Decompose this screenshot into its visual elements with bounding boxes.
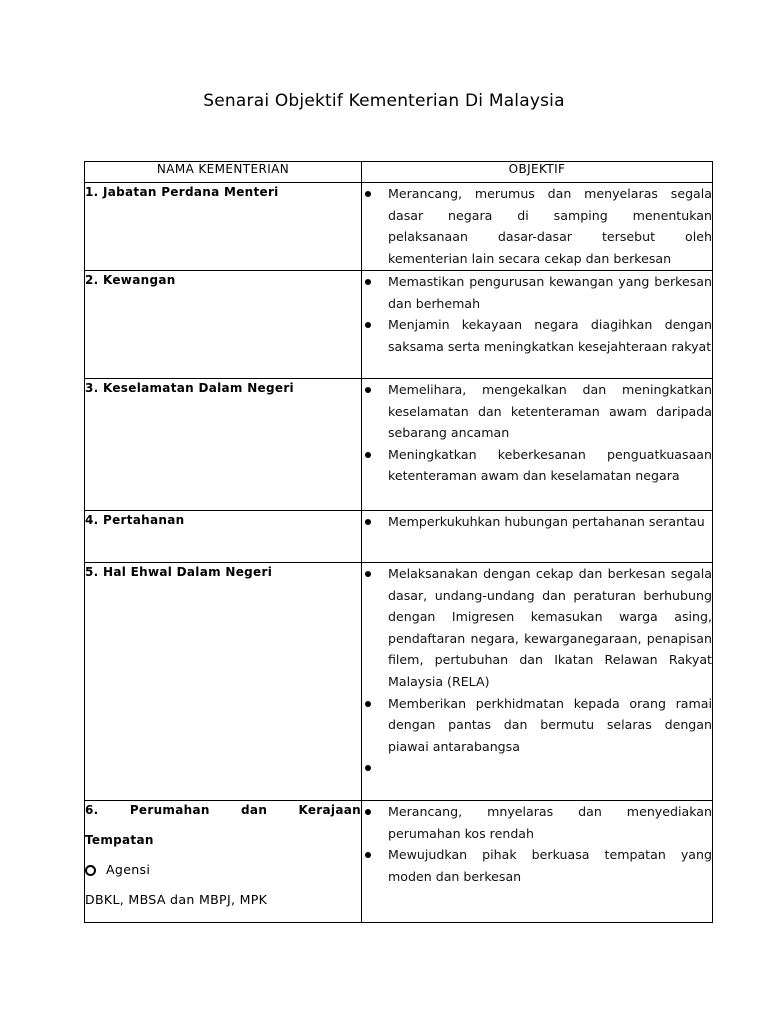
ministry-name-word: Kerajaan	[298, 803, 361, 817]
ministry-name: 5. Hal Ehwal Dalam Negeri	[85, 563, 362, 801]
objective-cell	[362, 379, 713, 511]
ministry-name	[85, 801, 362, 923]
ministry-name-line	[85, 801, 361, 819]
agency-heading	[85, 861, 361, 879]
objective-item: Memelihara, mengekalkan dan meningkatkan keselamatan dan ketenteraman awam daripada sebarang ancaman	[362, 379, 712, 444]
agency-heading-label: Agensi	[106, 862, 151, 877]
objective-item: Meningkatkan keberkesanan penguatkuasaan ketenteraman awam dan keselamatan negara	[362, 444, 712, 487]
table-row	[85, 379, 713, 511]
circle-bullet-icon	[85, 865, 96, 876]
objective-item: Mewujudkan pihak berkuasa tempatan yang moden dan berkesan	[362, 844, 712, 887]
table-header-row	[85, 162, 713, 183]
objective-cell	[362, 801, 713, 923]
ministry-name-continued: Tempatan	[85, 833, 154, 847]
table-row	[85, 511, 713, 563]
ministry-name: 3. Keselamatan Dalam Negeri	[85, 379, 362, 511]
objective-cell	[362, 183, 713, 271]
ministry-name-word: dan	[241, 803, 268, 817]
objective-item: Menjamin kekayaan negara diagihkan dengan saksama serta meningkatkan kesejahteraan rakyat	[362, 314, 712, 357]
ministry-name: 1. Jabatan Perdana Menteri	[85, 183, 362, 271]
objective-cell	[362, 563, 713, 801]
objective-item: Memastikan pengurusan kewangan yang berkesan dan berhemah	[362, 271, 712, 314]
header-name: NAMA KEMENTERIAN	[85, 162, 362, 183]
header-objective: OBJEKTIF	[362, 162, 713, 183]
ministry-name: 2. Kewangan	[85, 271, 362, 379]
objective-item-empty	[362, 757, 712, 779]
objective-item: Memberikan perkhidmatan kepada orang ramai dengan pantas dan bermutu selaras dengan piawai antarabangsa	[362, 693, 712, 758]
ministry-name-word: 6.	[85, 803, 99, 817]
objective-cell	[362, 511, 713, 563]
agency-list: DBKL, MBSA dan MBPJ, MPK	[85, 892, 268, 907]
objective-item: Merancang, merumus dan menyelaras segala dasar negara di samping menentukan pelaksanaan dasar-dasar tersebut oleh kementerian lain secara cekap dan berkesan	[362, 183, 712, 269]
table-row	[85, 563, 713, 801]
table-row	[85, 183, 713, 271]
page-title: Senarai Objektif Kementerian Di Malaysia	[203, 91, 565, 111]
table-row	[85, 801, 713, 923]
objective-item: Merancang, mnyelaras dan menyediakan perumahan kos rendah	[362, 801, 712, 844]
objective-item: Melaksanakan dengan cekap dan berkesan segala dasar, undang-undang dan peraturan berhubung dengan Imigresen kemasukan warga asing, pendaftaran negara, kewarganegaraan, penapisan filem, pertubuhan dan Ikatan Relawan Rakyat Malaysia (RELA)	[362, 563, 712, 693]
objective-cell	[362, 271, 713, 379]
objective-item: Memperkukuhkan hubungan pertahanan serantau	[362, 511, 712, 533]
ministry-name: 4. Pertahanan	[85, 511, 362, 563]
objectives-table	[84, 161, 713, 923]
table-row	[85, 271, 713, 379]
ministry-name-word: Perumahan	[129, 803, 210, 817]
